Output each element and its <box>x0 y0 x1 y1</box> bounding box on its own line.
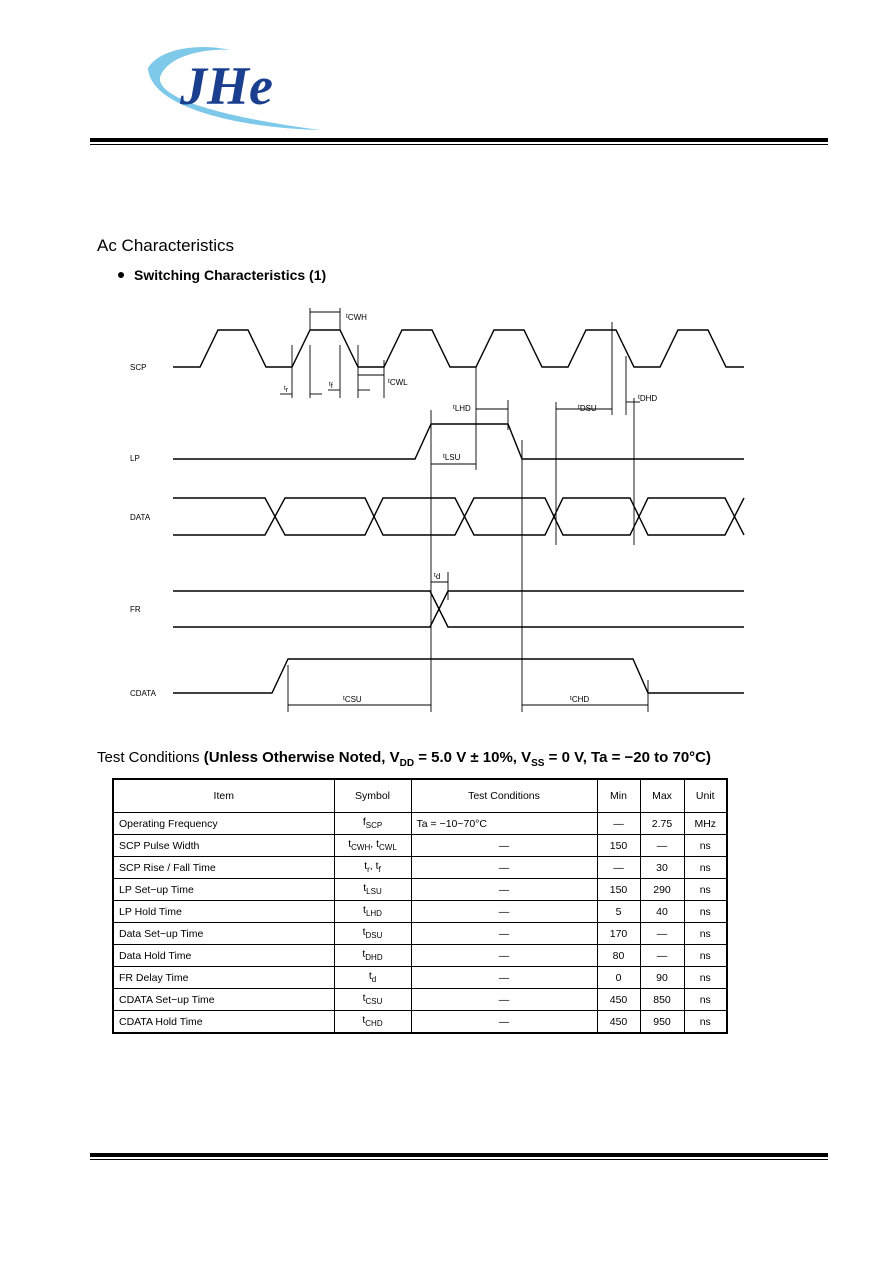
table-row <box>113 989 727 1011</box>
cell-symbol: $t_r$, $t_f$ <box>334 857 411 879</box>
table-row <box>113 1011 727 1034</box>
table-row <box>113 967 727 989</box>
cell-max: 90 <box>640 967 684 989</box>
logo-text: JHe <box>180 56 273 116</box>
cell-item: SCP Pulse Width <box>113 835 334 857</box>
header-unit: Unit <box>684 779 727 813</box>
cell-unit: ns <box>684 1011 727 1034</box>
header-max: Max <box>640 779 684 813</box>
cell-item: Data Hold Time <box>113 945 334 967</box>
cell-min: 170 <box>597 923 640 945</box>
cell-cond: — <box>411 835 597 857</box>
cell-cond: Ta = −10~70°C <box>411 813 597 835</box>
label-td: d <box>435 572 441 581</box>
label-tr: r <box>285 387 289 394</box>
svg-text:tDHD: tDHD <box>638 394 658 403</box>
cell-symbol: $t_{DSU}$ <box>334 923 411 945</box>
cell-max: 30 <box>640 857 684 879</box>
test-conditions-heading: Test Conditions (Unless Otherwise Noted, $V_{DD} = 5.0$ V ± 10%, $V_{SS} = 0$ V, Ta = −20 to 70°C) <box>97 749 711 769</box>
cell-min: 0 <box>597 967 640 989</box>
cell-unit: ns <box>684 879 727 901</box>
table-row <box>113 835 727 857</box>
cell-unit: ns <box>684 835 727 857</box>
cell-cond: — <box>411 879 597 901</box>
cell-max: 2.75 <box>640 813 684 835</box>
company-logo <box>140 38 340 138</box>
cell-item: LP Hold Time <box>113 901 334 923</box>
label-tdsu: DSU <box>579 404 597 413</box>
table-row <box>113 813 727 835</box>
cell-symbol: $t_{LHD}$ <box>334 901 411 923</box>
scp-waveform <box>173 330 744 367</box>
svg-text:tf: tf <box>329 381 333 390</box>
fr-waveform <box>173 591 744 627</box>
label-tdhd: DHD <box>639 394 658 403</box>
cell-cond: — <box>411 945 597 967</box>
cell-max: — <box>640 835 684 857</box>
cell-item: CDATA Hold Time <box>113 1011 334 1034</box>
cell-max: — <box>640 945 684 967</box>
cell-min: 150 <box>597 879 640 901</box>
header-rule <box>90 138 828 145</box>
cell-cond: — <box>411 1011 597 1034</box>
cell-min: 80 <box>597 945 640 967</box>
label-tcwl: CWL <box>389 378 408 387</box>
label-tcsu: CSU <box>344 695 362 704</box>
table-row <box>113 923 727 945</box>
cell-item: LP Set−up Time <box>113 879 334 901</box>
cell-min: 450 <box>597 989 640 1011</box>
cell-symbol: $t_{CWH}$, $t_{CWL}$ <box>334 835 411 857</box>
cell-symbol: $f_{SCP}$ <box>334 813 411 835</box>
cell-unit: MHz <box>684 813 727 835</box>
cell-min: 5 <box>597 901 640 923</box>
spec-table <box>112 778 728 1034</box>
timing-diagram <box>0 295 892 720</box>
cell-symbol: $t_{CHD}$ <box>334 1011 411 1034</box>
table-row <box>113 945 727 967</box>
cell-item: SCP Rise / Fall Time <box>113 857 334 879</box>
cell-min: 450 <box>597 1011 640 1034</box>
footer-rule <box>90 1153 828 1160</box>
signal-label-lp: LP <box>130 454 140 463</box>
label-tchd: CHD <box>571 695 590 704</box>
label-tf: f <box>330 383 333 390</box>
cell-unit: ns <box>684 857 727 879</box>
cell-unit: ns <box>684 967 727 989</box>
cell-min: — <box>597 813 640 835</box>
data-waveform <box>173 498 744 535</box>
cell-min: 150 <box>597 835 640 857</box>
cell-max: 40 <box>640 901 684 923</box>
cell-max: 950 <box>640 1011 684 1034</box>
cell-item: CDATA Set−up Time <box>113 989 334 1011</box>
section-title: Ac Characteristics <box>97 236 234 255</box>
cell-max: 850 <box>640 989 684 1011</box>
table-header-row <box>113 779 727 813</box>
cell-symbol: $t_{LSU}$ <box>334 879 411 901</box>
cell-item: Operating Frequency <box>113 813 334 835</box>
svg-text:tCWL: tCWL <box>388 378 408 387</box>
header-min: Min <box>597 779 640 813</box>
label-tlhd: LHD <box>454 404 471 413</box>
cell-cond: — <box>411 967 597 989</box>
svg-text:td: td <box>434 572 441 581</box>
cell-symbol: $t_{DHD}$ <box>334 945 411 967</box>
cell-unit: ns <box>684 989 727 1011</box>
signal-label-fr: FR <box>130 605 141 614</box>
header-symbol: Symbol <box>334 779 411 813</box>
signal-label-scp: SCP <box>130 363 147 372</box>
signal-label-cdata: CDATA <box>130 689 156 698</box>
cell-cond: — <box>411 923 597 945</box>
svg-text:tLSU: tLSU <box>443 453 461 462</box>
cell-max: — <box>640 923 684 945</box>
table-row <box>113 879 727 901</box>
svg-text:tr: tr <box>284 385 289 394</box>
cell-cond: — <box>411 901 597 923</box>
table-row <box>113 857 727 879</box>
cell-item: Data Set−up Time <box>113 923 334 945</box>
table-row <box>113 901 727 923</box>
cdata-waveform <box>173 659 744 693</box>
subsection-title: Switching Characteristics (1) <box>118 267 326 283</box>
cell-symbol: $t_{CSU}$ <box>334 989 411 1011</box>
cell-symbol: $t_d$ <box>334 967 411 989</box>
header-item: Item <box>113 779 334 813</box>
cell-unit: ns <box>684 923 727 945</box>
svg-text:tCSU: tCSU <box>343 695 362 704</box>
header-test-conditions: Test Conditions <box>411 779 597 813</box>
svg-text:tCWH: tCWH <box>346 313 367 322</box>
signal-label-data: DATA <box>130 513 151 522</box>
cell-item: FR Delay Time <box>113 967 334 989</box>
bullet-icon <box>118 272 124 278</box>
cell-min: — <box>597 857 640 879</box>
cell-unit: ns <box>684 945 727 967</box>
timing-dimensions <box>280 312 648 705</box>
cell-cond: — <box>411 857 597 879</box>
svg-text:tCHD: tCHD <box>570 695 590 704</box>
cell-max: 290 <box>640 879 684 901</box>
svg-text:tLHD: tLHD <box>453 404 471 413</box>
label-tcwh: CWH <box>347 313 367 322</box>
cell-unit: ns <box>684 901 727 923</box>
label-tlsu: LSU <box>444 453 461 462</box>
svg-text:tDSU: tDSU <box>578 404 597 413</box>
cell-cond: — <box>411 989 597 1011</box>
